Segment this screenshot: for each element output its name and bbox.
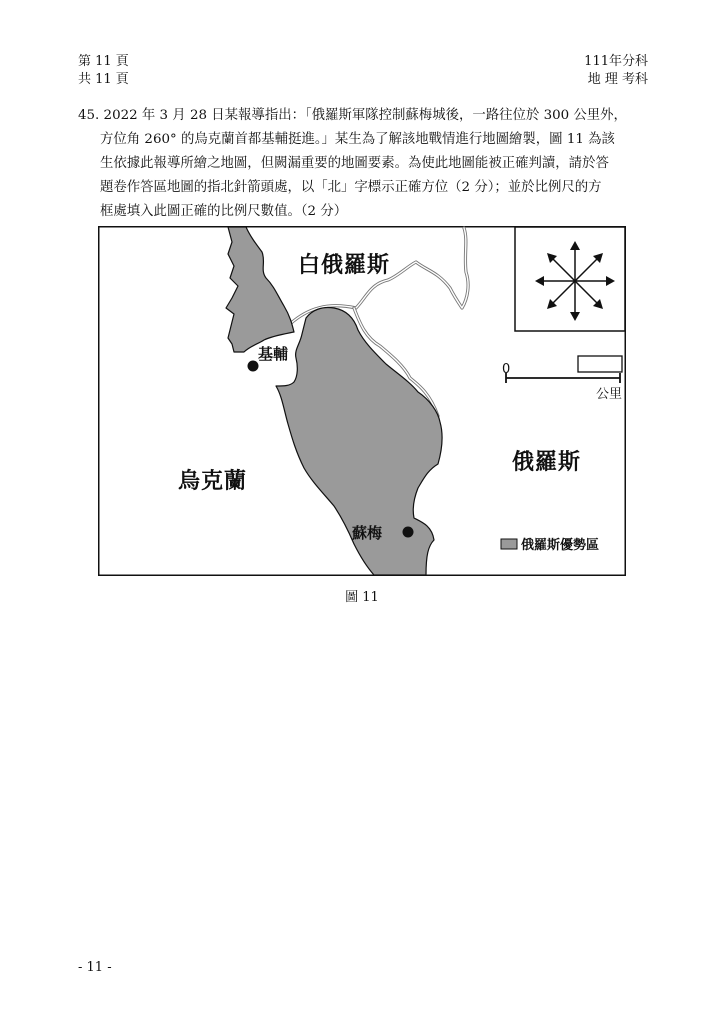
- question-line: 框處填入此圖正確的比例尺數值。（2 分）: [100, 204, 348, 219]
- scale-unit: 公里: [596, 387, 623, 402]
- question-line: 題卷作答區地圖的指北針箭頭處，以「北」字標示正確方位（2 分）；並於比例尺的方: [100, 180, 602, 195]
- map-figure: [98, 226, 626, 576]
- question-line: 生依據此報導所繪之地圖，但闕漏重要的地圖要素。為使此地圖能被正確判讀，請於答: [100, 156, 609, 171]
- kyiv-label: 基輔: [258, 345, 289, 363]
- figure-caption: 圖 11: [345, 590, 379, 605]
- header-right: [584, 53, 648, 89]
- kyiv-marker: [248, 361, 259, 372]
- exam-year: 111年分科: [584, 54, 648, 69]
- question-45: [78, 104, 648, 224]
- page-number: 第 11 頁: [78, 54, 129, 69]
- russia-label: 俄羅斯: [512, 450, 582, 475]
- page-footer: - 11 -: [78, 960, 112, 975]
- compass-rose-icon: [515, 227, 625, 331]
- legend-swatch: [501, 539, 517, 549]
- scale-value-box: [578, 356, 622, 372]
- scale-zero: 0: [502, 362, 511, 377]
- sumy-marker: [403, 527, 414, 538]
- exam-subject: 地 理 考科: [587, 72, 648, 87]
- header-left: [78, 53, 129, 89]
- question-line: 45. 2022 年 3 月 28 日某報導指出：「俄羅斯軍隊控制蘇梅城後，一路往位於 300 公里外，: [78, 108, 627, 123]
- total-pages: 共 11 頁: [78, 72, 129, 87]
- sumy-label: 蘇梅: [352, 524, 383, 542]
- belarus-label: 白俄羅斯: [298, 253, 391, 278]
- question-line: 方位角 260° 的烏克蘭首都基輔挺進。」某生為了解該地戰情進行地圖繪製，圖 11 為該: [100, 132, 615, 147]
- ukraine-label: 烏克蘭: [178, 469, 248, 494]
- legend-label: 俄羅斯優勢區: [521, 538, 600, 553]
